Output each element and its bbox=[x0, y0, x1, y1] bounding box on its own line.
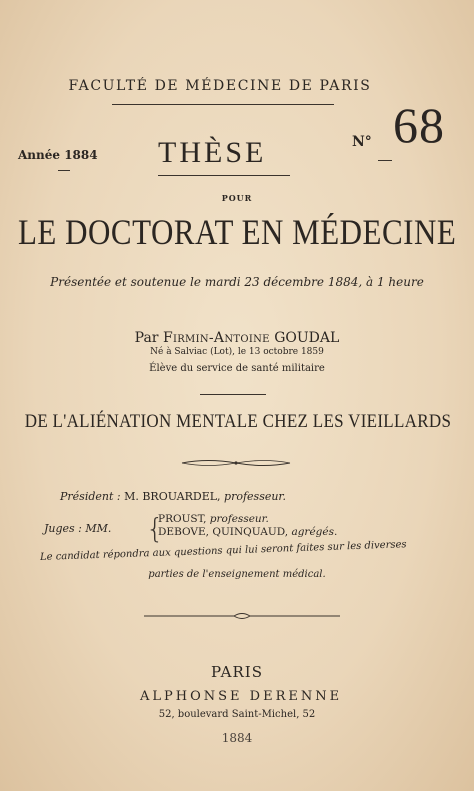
candidate-note-line-1: Le candidat répondra aux questions qui lui seront faites sur les diverses bbox=[39, 539, 407, 563]
heading-rule bbox=[112, 104, 334, 105]
president-role: professeur. bbox=[224, 490, 286, 503]
imprint-city: PARIS bbox=[210, 663, 264, 681]
imprint-address: 52, boulevard Saint-Michel, 52 bbox=[158, 709, 316, 720]
juges-label: Juges : MM. bbox=[44, 522, 112, 535]
juge-line-2 bbox=[158, 526, 337, 538]
candidate-note-line-2: parties de l'enseignement médical. bbox=[148, 569, 326, 580]
thesis-subject: DE L'ALIÉNATION MENTALE CHEZ LES VIEILLARDS bbox=[24, 410, 452, 432]
ornament-divider bbox=[180, 457, 292, 469]
author-line bbox=[0, 330, 474, 346]
faculte-heading: FACULTÉ DE MÉDECINE DE PARIS bbox=[68, 78, 372, 94]
par-label: Par bbox=[134, 330, 159, 346]
numero-label: N° bbox=[352, 134, 372, 150]
president-label: Président : bbox=[60, 490, 121, 503]
these-title: THÈSE bbox=[158, 136, 267, 169]
juge1-name: PROUST, bbox=[158, 513, 207, 525]
juge1-role: professeur. bbox=[209, 513, 269, 525]
author-surname: GOUDAL bbox=[274, 330, 340, 346]
imprint-printer: ALPHONSE DERENNE bbox=[140, 689, 343, 704]
pour-label: POUR bbox=[221, 193, 253, 203]
numero-underline bbox=[378, 160, 392, 161]
juge2-role: agrégés. bbox=[291, 526, 338, 538]
lower-ornament-rule bbox=[142, 611, 342, 621]
doctorat-title: LE DOCTORAT EN MÉDECINE bbox=[18, 212, 457, 253]
juge-line-1 bbox=[158, 513, 269, 525]
author-rule bbox=[200, 394, 266, 395]
president-line bbox=[60, 490, 286, 503]
imprint-year: 1884 bbox=[221, 731, 253, 745]
status-line: Élève du service de santé militaire bbox=[149, 363, 325, 374]
numero-value: 68 bbox=[393, 97, 445, 153]
birth-line: Né à Salviac (Lot), le 13 octobre 1859 bbox=[150, 347, 324, 357]
these-rule bbox=[158, 175, 290, 176]
annee-label: Année 1884 bbox=[18, 148, 98, 162]
presentation-line: Présentée et soutenue le mardi 23 décembre 1884, à 1 heure bbox=[50, 275, 424, 289]
author-given-names: Firmin-Antoine bbox=[162, 330, 270, 346]
president-name: M. BROUARDEL, bbox=[124, 490, 221, 503]
jury-brace: { bbox=[146, 512, 164, 545]
annee-underline bbox=[58, 170, 70, 171]
juge2-names: DEBOVE, QUINQUAUD, bbox=[158, 526, 289, 538]
